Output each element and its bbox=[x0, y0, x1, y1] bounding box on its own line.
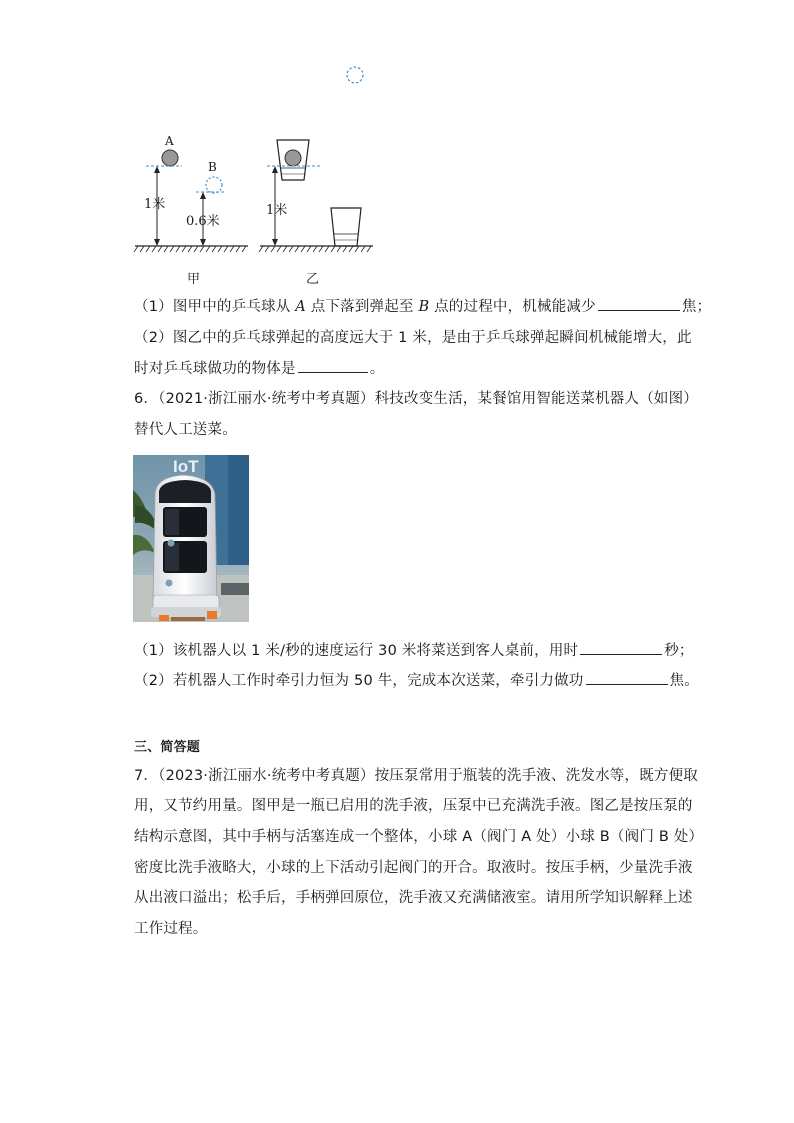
dashed-circle-top bbox=[344, 65, 366, 87]
q7-line: 7．（2023·浙江丽水·统考中考真题）按压泵常用于瓶装的洗手液、洗发水等，既方便取 bbox=[134, 768, 698, 784]
answer-blank[interactable] bbox=[598, 296, 680, 311]
caption-jia: 甲 bbox=[187, 272, 201, 287]
answer-blank[interactable] bbox=[580, 640, 662, 655]
q5-part1: （1）图甲中的乒乓球从 A 点下落到弹起至 B 点的过程中，机械能减少 焦； bbox=[134, 296, 711, 317]
q5-part2-line1: （2）图乙中的乒乓球弹起的高度远大于 1 米，是由于乒乓球弹起瞬间机械能增大，此 bbox=[134, 330, 692, 346]
q6-intro-line2: 替代人工送菜。 bbox=[134, 422, 237, 438]
figure-yi bbox=[255, 128, 380, 258]
q7-line: 结构示意图，其中手柄与活塞连成一个整体，小球 A（阀门 A 处）小球 B（阀门 B 处） bbox=[134, 829, 704, 845]
iot-sign: IoT bbox=[173, 457, 199, 476]
q6-part2: （2）若机器人工作时牵引力恒为 50 牛，完成本次送菜，牵引力做功 焦。 bbox=[134, 670, 699, 691]
answer-blank[interactable] bbox=[298, 358, 368, 373]
section-heading: 三、简答题 bbox=[134, 740, 201, 755]
caption-yi: 乙 bbox=[306, 272, 320, 287]
ball-a bbox=[162, 150, 178, 166]
height-label-jia: 1米 bbox=[144, 197, 166, 212]
label-b: B bbox=[208, 160, 217, 174]
q6-intro-line1: 6．（2021·浙江丽水·统考中考真题）科技改变生活，某餐馆用智能送菜机器人（如图） bbox=[134, 391, 698, 407]
ball-b bbox=[206, 177, 222, 193]
answer-blank[interactable] bbox=[586, 670, 668, 685]
height-label-b: 0.6米 bbox=[186, 214, 220, 229]
q7-line: 从出液口溢出；松手后，手柄弹回原位，洗手液又充满储液室。请用所学知识解释上述 bbox=[134, 890, 693, 906]
q7-line: 工作过程。 bbox=[134, 921, 208, 937]
q7-line: 用，又节约用量。图甲是一瓶已启用的洗手液，压泵中已充满洗手液。图乙是按压泵的 bbox=[134, 798, 693, 814]
q7-line: 密度比洗手液略大，小球的上下活动引起阀门的开合。取液时。按压手柄，少量洗手液 bbox=[134, 860, 693, 876]
height-label-yi: 1米 bbox=[266, 203, 288, 218]
q6-part1: （1）该机器人以 1 米/秒的速度运行 30 米将菜送到客人桌前，用时 秒； bbox=[134, 640, 694, 661]
label-a: A bbox=[165, 134, 174, 148]
robot-photo bbox=[133, 455, 249, 622]
robot-image bbox=[133, 455, 249, 622]
q5-part2-line2: 时对乒乓球做功的物体是 。 bbox=[134, 358, 384, 379]
